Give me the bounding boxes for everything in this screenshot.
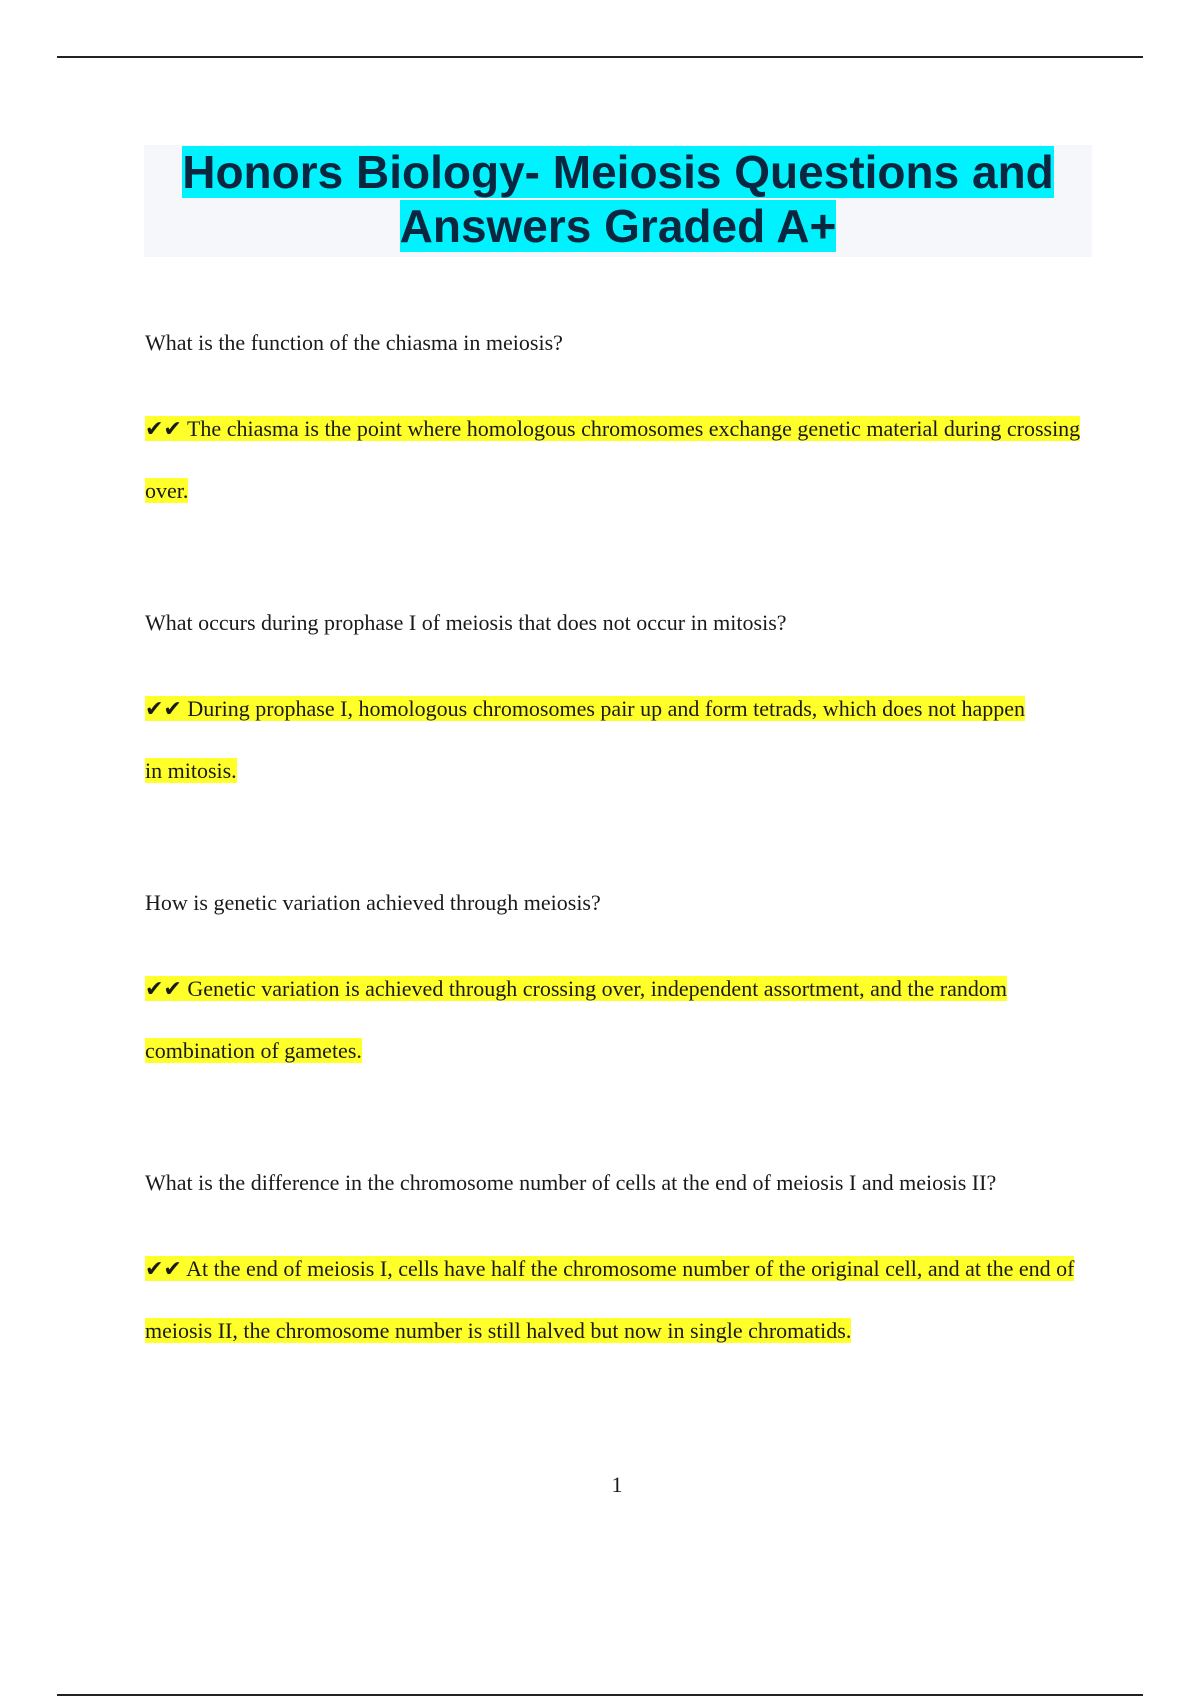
question-text: What is the function of the chiasma in meiosis? <box>145 330 563 355</box>
answer-text: ✔✔ At the end of meiosis I, cells have half the chromosome number of the original cell, and at the end of meiosis II, the chromosome number is still halved but now in single chromatids. <box>145 1256 1075 1343</box>
title-block <box>144 145 1092 257</box>
check-icon: ✔✔ <box>145 697 182 722</box>
answer-text: ✔✔ During prophase I, homologous chromosomes pair up and form tetrads, which does not happen in mitosis. <box>145 696 1026 783</box>
answer-text: ✔✔ Genetic variation is achieved through crossing over, independent assortment, and the random combination of gametes. <box>145 976 1007 1063</box>
qa-item-2 <box>145 610 1095 801</box>
answer-text: ✔✔ The chiasma is the point where homologous chromosomes exchange genetic material during crossing over. <box>145 416 1081 503</box>
check-icon: ✔✔ <box>145 1257 182 1282</box>
page-title-line-2: Answers Graded A+ <box>399 200 837 252</box>
top-rule <box>57 56 1143 58</box>
check-icon: ✔✔ <box>145 977 182 1002</box>
qa-item-4 <box>145 1170 1095 1361</box>
qa-item-1 <box>145 330 1095 521</box>
page-title-line-1: Honors Biology- Meiosis Questions and <box>182 146 1054 198</box>
qa-item-3 <box>145 890 1095 1081</box>
bottom-rule <box>57 1694 1143 1696</box>
question-text: How is genetic variation achieved through meiosis? <box>145 890 601 915</box>
question-text: What occurs during prophase I of meiosis that does not occur in mitosis? <box>145 610 787 635</box>
check-icon: ✔✔ <box>145 417 182 442</box>
page-number: 1 <box>611 1472 623 1497</box>
question-text: What is the difference in the chromosome number of cells at the end of meiosis I and meiosis II? <box>145 1170 997 1195</box>
